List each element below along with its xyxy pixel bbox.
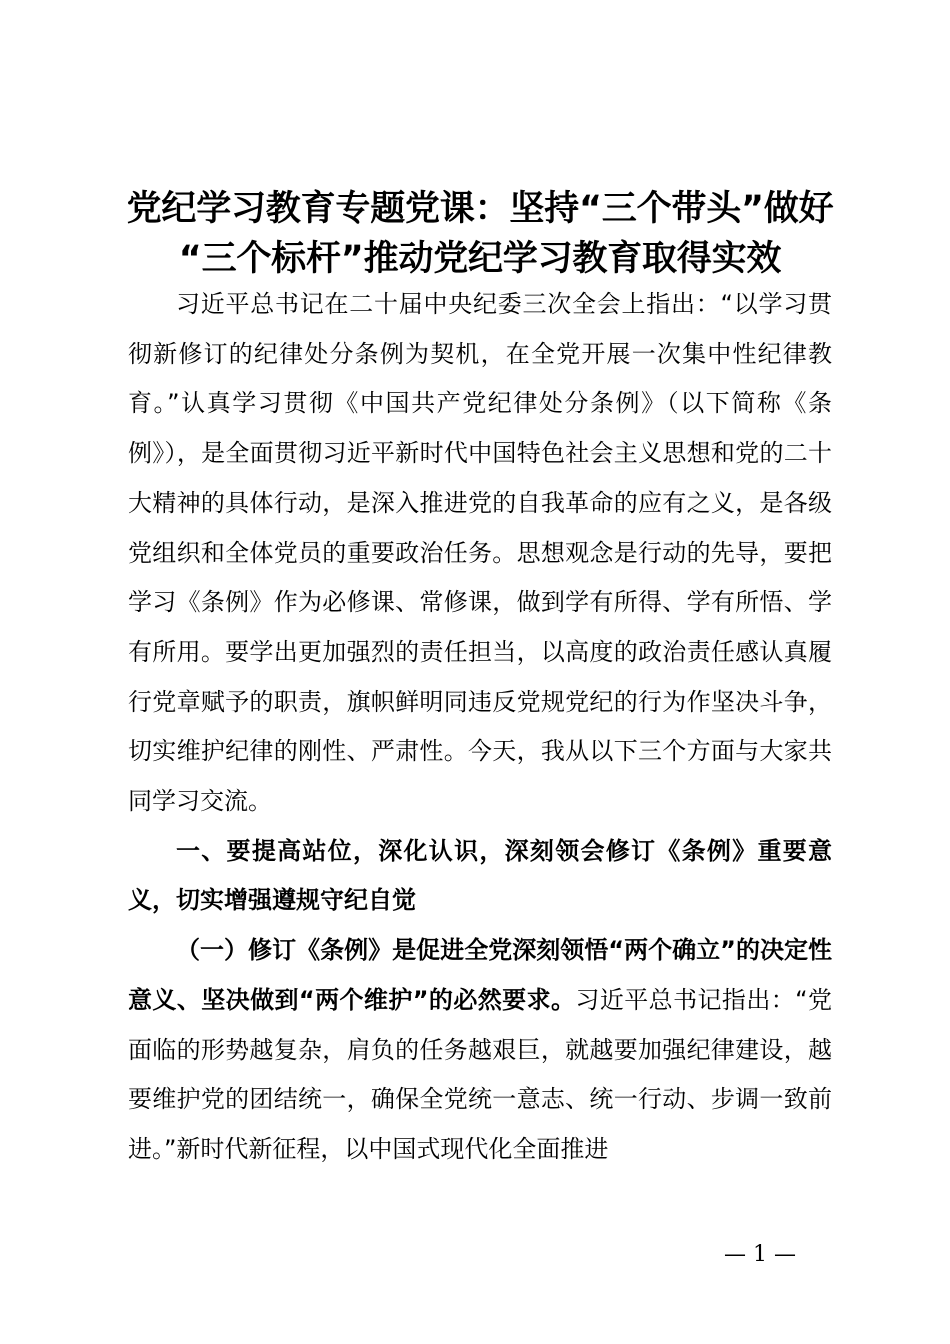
section-heading-1: 一、要提高站位，深化认识，深刻领会修订《条例》重要意义，切实增强遵规守纪自觉 (128, 836, 832, 915)
subsection-text-1: 习近平总书记指出：“党面临的形势越复杂，肩负的任务越艰巨，就越要加强纪律建设，越要维护党的团结统一，确保全党统一意志、统一行动、步调一致前进。”新时代新征程，以中国式现代化全面推进 (128, 985, 832, 1163)
intro-paragraph: 习近平总书记在二十届中央纪委三次全会上指出：“以学习贯彻新修订的纪律处分条例为契机，在全党开展一次集中性纪律教育。”认真学习贯彻《中国共产党纪律处分条例》（以下简称《条例》），是全面贯彻习近平新时代中国特色社会主义思想和党的二十大精神的具体行动，是深入推进党的自我革命的应有之义，是各级党组织和全体党员的重要政治任务。思想观念是行动的先导，要把学习《条例》作为必修课、常修课，做到学有所得、学有所悟、学有所用。要学出更加强烈的责任担当，以高度的政治责任感认真履行党章赋予的职责，旗帜鲜明同违反党规党纪的行为作坚决斗争，切实维护纪律的刚性、严肃性。今天，我从以下三个方面与大家共同学习交流。 (128, 290, 832, 816)
title-line-1: 党纪学习教育专题党课：坚持“三个带头”做好 (126, 189, 834, 229)
title-line-2: “三个标杆”推动党纪学习教育取得实效 (178, 239, 782, 279)
subsection-paragraph-1 (128, 926, 832, 1175)
subsection-heading-1: （一）修订《条例》是促进全党深刻领悟“两个确立”的决定性意义、坚决做到“两个维护”的必然要求。 (128, 936, 832, 1014)
page-number: — 1 — (724, 1242, 796, 1267)
document-title (100, 184, 860, 284)
document-body (128, 280, 832, 1175)
